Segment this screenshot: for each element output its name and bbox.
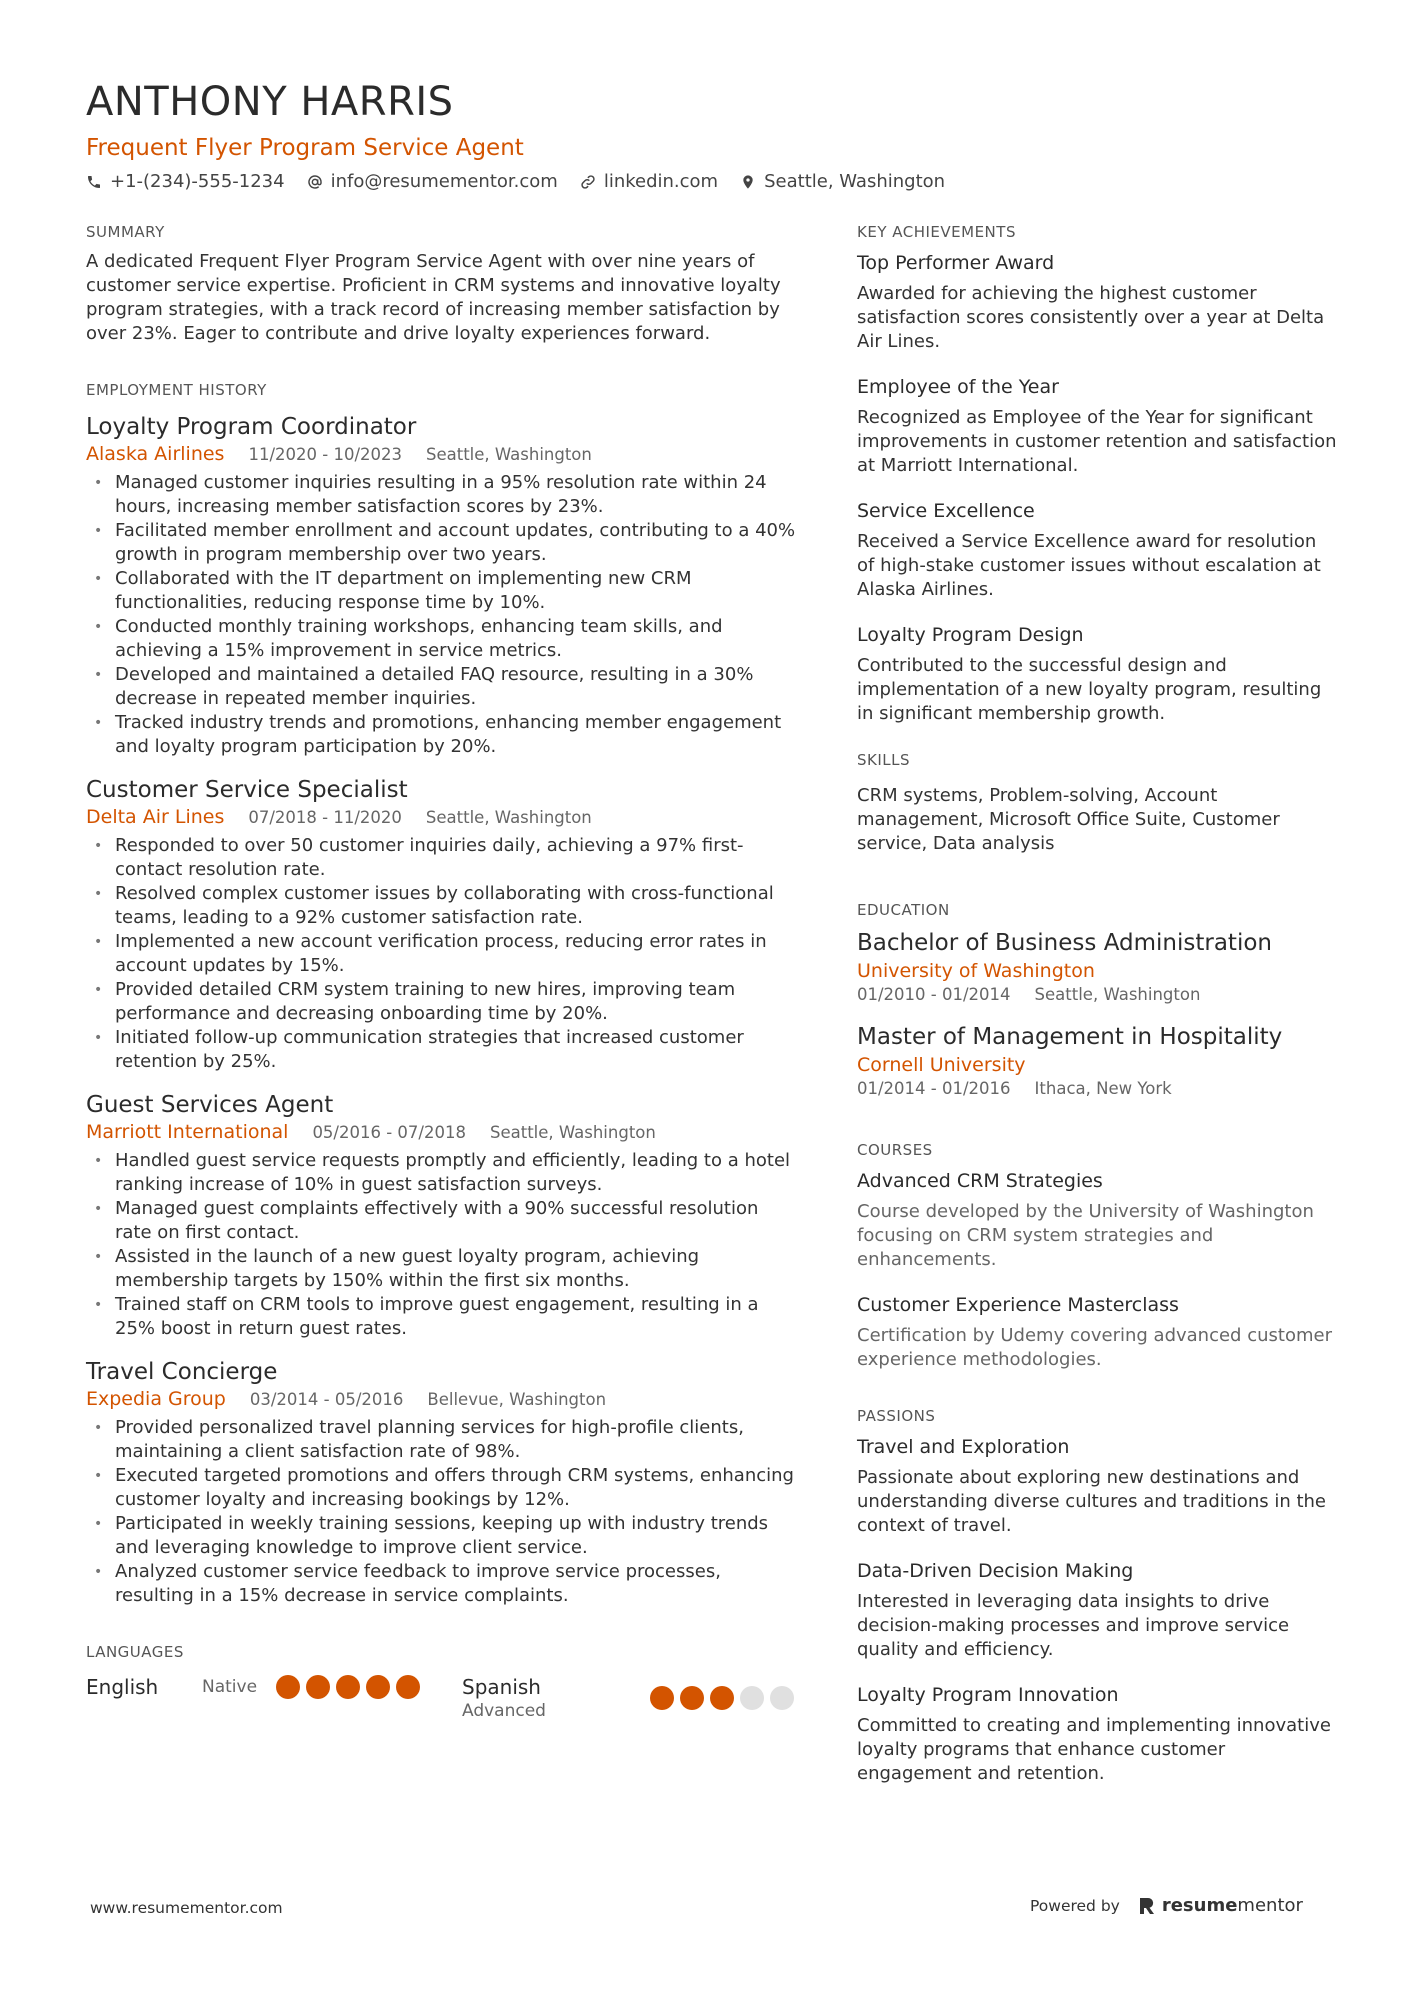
passion-text: Committed to creating and implementing innovative loyalty programs that enhance customer engagement and retention. — [857, 1715, 1331, 1784]
email-text[interactable]: info@resumementor.com — [330, 171, 558, 192]
course-item — [857, 1292, 1337, 1372]
brand-bold: resume — [1161, 1895, 1238, 1916]
rating-dot-filled — [306, 1675, 330, 1699]
education-meta — [857, 1078, 1337, 1100]
education-degree: Bachelor of Business Administration — [857, 930, 1272, 956]
languages-heading: LANGUAGES — [86, 1643, 184, 1661]
right-column — [857, 222, 1337, 1806]
languages-row — [86, 1674, 798, 1722]
achievement-item — [857, 374, 1337, 478]
achievement-title: Employee of the Year — [857, 376, 1059, 398]
job-title: Travel Concierge — [86, 1359, 278, 1385]
passions-heading: PASSIONS — [857, 1407, 936, 1425]
link-icon — [580, 174, 596, 190]
passion-item — [857, 1434, 1337, 1538]
education-item — [857, 1022, 1337, 1100]
rating-dot-filled — [396, 1675, 420, 1699]
job-entry — [86, 412, 798, 759]
powered-by-label: Powered by — [1030, 1896, 1120, 1915]
job-entry — [86, 1090, 798, 1341]
job-bullet: • Executed targeted promotions and offers through CRM systems, enhancing customer loyalty and increasing bookings by 12%. — [86, 1464, 798, 1512]
achievement-text: Recognized as Employee of the Year for significant improvements in customer retention and satisfaction at Marriott International. — [857, 407, 1337, 476]
rating-dot-filled — [276, 1675, 300, 1699]
course-item — [857, 1168, 1337, 1272]
job-meta — [86, 1387, 798, 1412]
education-school: Cornell University — [857, 1054, 1026, 1076]
rating-dot-filled — [336, 1675, 360, 1699]
job-title: Guest Services Agent — [86, 1092, 334, 1118]
left-column — [86, 222, 798, 1722]
skills-text: CRM systems, Problem-solving, Account management, Microsoft Office Suite, Customer service, Data analysis — [857, 785, 1280, 854]
course-text: Course developed by the University of Washington focusing on CRM system strategies and enhancements. — [857, 1201, 1314, 1270]
language-english — [86, 1674, 462, 1700]
job-meta — [86, 805, 798, 830]
rating-dot-empty — [770, 1686, 794, 1710]
job-company: Expedia Group — [86, 1388, 226, 1410]
achievement-text: Contributed to the successful design and implementation of a new loyalty program, resulting in significant membership growth. — [857, 655, 1322, 724]
summary-text: A dedicated Frequent Flyer Program Service Agent with over nine years of customer service expertise. Proficient in CRM systems and innovative loyalty program strategies, with a track record of increasing member satisfaction by over 23%. Eager to contribute and drive loyalty experiences forward. — [86, 251, 781, 344]
job-title: Customer Service Specialist — [86, 777, 408, 803]
job-dates: 03/2014 - 05/2016 — [249, 1390, 404, 1409]
job-bullet: • Developed and maintained a detailed FAQ resource, resulting in a 30% decrease in repeated member inquiries. — [86, 663, 798, 711]
education-item — [857, 928, 1337, 1006]
language-rating — [650, 1686, 794, 1710]
education-dates: 01/2014 - 01/2016 — [857, 1079, 1011, 1098]
linkedin-text[interactable]: linkedin.com — [603, 171, 719, 192]
job-dates: 11/2020 - 10/2023 — [248, 445, 402, 464]
job-bullets — [86, 834, 798, 1074]
job-bullets — [86, 1149, 798, 1341]
achievement-title: Top Performer Award — [857, 252, 1055, 274]
phone-icon — [86, 174, 102, 190]
job-bullet: • Handled guest service requests promptly and efficiently, leading to a hotel ranking increase of 10% in guest satisfaction surveys. — [86, 1149, 798, 1197]
passions-section — [857, 1406, 1337, 1786]
rating-dot-filled — [710, 1686, 734, 1710]
employment-heading: EMPLOYMENT HISTORY — [86, 381, 267, 399]
job-company: Delta Air Lines — [86, 806, 225, 828]
achievement-text: Awarded for achieving the highest customer satisfaction scores consistently over a year at Delta Air Lines. — [857, 283, 1325, 352]
passion-item — [857, 1682, 1337, 1786]
job-bullet: • Participated in weekly training sessions, keeping up with industry trends and leveraging knowledge to improve client service. — [86, 1512, 798, 1560]
location-text: Seattle, Washington — [764, 171, 946, 192]
brand-logo[interactable] — [1138, 1895, 1303, 1916]
course-title: Advanced CRM Strategies — [857, 1170, 1103, 1192]
job-dates: 07/2018 - 11/2020 — [248, 808, 402, 827]
rating-dot-filled — [650, 1686, 674, 1710]
language-text-group — [462, 1674, 650, 1722]
phone-text: +1-(234)-555-1234 — [110, 171, 285, 192]
candidate-role: Frequent Flyer Program Service Agent — [86, 135, 524, 161]
education-school: University of Washington — [857, 960, 1095, 982]
job-location: Seattle, Washington — [425, 808, 592, 827]
language-name: English — [86, 1675, 159, 1699]
job-location: Bellevue, Washington — [427, 1390, 607, 1409]
achievements-section — [857, 222, 1337, 726]
achievement-title: Loyalty Program Design — [857, 624, 1084, 646]
job-dates: 05/2016 - 07/2018 — [312, 1123, 466, 1142]
candidate-name: ANTHONY HARRIS — [86, 79, 454, 125]
languages-section — [86, 1642, 798, 1722]
achievements-heading: KEY ACHIEVEMENTS — [857, 223, 1016, 241]
education-degree: Master of Management in Hospitality — [857, 1024, 1283, 1050]
language-rating — [276, 1675, 420, 1699]
course-text: Certification by Udemy covering advanced customer experience methodologies. — [857, 1325, 1332, 1370]
contact-linkedin[interactable] — [580, 170, 718, 194]
courses-section — [857, 1140, 1337, 1372]
resumementor-logo-icon — [1138, 1896, 1156, 1916]
contact-row — [86, 170, 1336, 194]
job-bullet: • Facilitated member enrollment and account updates, contributing to a 40% growth in program membership over two years. — [86, 519, 798, 567]
job-meta — [86, 442, 798, 467]
education-meta — [857, 984, 1337, 1006]
achievement-title: Service Excellence — [857, 500, 1035, 522]
job-bullet: • Managed customer inquiries resulting in a 95% resolution rate within 24 hours, increasing member satisfaction scores by 23%. — [86, 471, 798, 519]
education-dates: 01/2010 - 01/2014 — [857, 985, 1011, 1004]
job-bullet: • Conducted monthly training workshops, enhancing team skills, and achieving a 15% improvement in service metrics. — [86, 615, 798, 663]
contact-phone — [86, 170, 285, 194]
passion-title: Data-Driven Decision Making — [857, 1560, 1134, 1582]
job-bullet: • Trained staff on CRM tools to improve guest engagement, resulting in a 25% boost in return guest rates. — [86, 1293, 798, 1341]
courses-heading: COURSES — [857, 1141, 933, 1159]
summary-heading: SUMMARY — [86, 223, 165, 241]
achievement-item — [857, 250, 1337, 354]
job-title: Loyalty Program Coordinator — [86, 414, 417, 440]
rating-dot-empty — [740, 1686, 764, 1710]
course-title: Customer Experience Masterclass — [857, 1294, 1179, 1316]
rating-dot-filled — [680, 1686, 704, 1710]
education-location: Seattle, Washington — [1034, 985, 1201, 1004]
passion-item — [857, 1558, 1337, 1662]
language-name: Spanish — [462, 1675, 541, 1699]
skills-section — [857, 750, 1337, 856]
job-bullet: • Provided detailed CRM system training to new hires, improving team performance and decreasing onboarding time by 20%. — [86, 978, 798, 1026]
summary-section — [86, 222, 798, 346]
education-heading: EDUCATION — [857, 901, 950, 919]
job-company: Marriott International — [86, 1121, 289, 1143]
job-bullet: • Collaborated with the IT department on implementing new CRM functionalities, reducing response time by 10%. — [86, 567, 798, 615]
contact-location — [740, 170, 945, 194]
skills-heading: SKILLS — [857, 751, 911, 769]
job-bullet: • Assisted in the launch of a new guest loyalty program, achieving membership targets by 150% within the first six months. — [86, 1245, 798, 1293]
brand-light: mentor — [1237, 1895, 1303, 1916]
job-bullet: • Tracked industry trends and promotions, enhancing member engagement and loyalty program participation by 20%. — [86, 711, 798, 759]
language-level: Native — [202, 1677, 258, 1697]
achievement-item — [857, 622, 1337, 726]
contact-email[interactable] — [307, 170, 558, 194]
footer-brand — [1030, 1895, 1303, 1916]
passion-text: Interested in leveraging data insights to drive decision-making processes and improve service quality and efficiency. — [857, 1591, 1290, 1660]
language-level: Advanced — [462, 1701, 546, 1721]
rating-dot-filled — [366, 1675, 390, 1699]
achievement-text: Received a Service Excellence award for resolution of high-stake customer issues without escalation at Alaska Airlines. — [857, 531, 1321, 600]
job-bullet: • Initiated follow-up communication strategies that increased customer retention by 25%. — [86, 1026, 798, 1074]
footer-website[interactable]: www.resumementor.com — [90, 1899, 283, 1917]
employment-section — [86, 380, 798, 1608]
achievement-item — [857, 498, 1337, 602]
location-pin-icon — [740, 174, 756, 190]
education-location: Ithaca, New York — [1034, 1079, 1172, 1098]
passion-title: Travel and Exploration — [857, 1436, 1070, 1458]
job-bullet: • Responded to over 50 customer inquiries daily, achieving a 97% first-contact resolution rate. — [86, 834, 798, 882]
job-bullet: • Implemented a new account verification process, reducing error rates in account updates by 15%. — [86, 930, 798, 978]
language-spanish — [462, 1674, 798, 1722]
job-bullet: • Managed guest complaints effectively with a 90% successful resolution rate on first contact. — [86, 1197, 798, 1245]
job-bullets — [86, 471, 798, 759]
job-bullets — [86, 1416, 798, 1608]
passion-title: Loyalty Program Innovation — [857, 1684, 1119, 1706]
resume-header — [86, 78, 1336, 194]
education-section — [857, 900, 1337, 1100]
at-icon — [307, 174, 323, 190]
job-entry — [86, 1357, 798, 1608]
job-location: Seattle, Washington — [489, 1123, 656, 1142]
job-bullet: • Analyzed customer service feedback to improve service processes, resulting in a 15% decrease in service complaints. — [86, 1560, 798, 1608]
job-meta — [86, 1120, 798, 1145]
job-bullet: • Provided personalized travel planning services for high-profile clients, maintaining a client satisfaction rate of 98%. — [86, 1416, 798, 1464]
job-company: Alaska Airlines — [86, 443, 225, 465]
passion-text: Passionate about exploring new destinations and understanding diverse cultures and traditions in the context of travel. — [857, 1467, 1327, 1536]
job-entry — [86, 775, 798, 1074]
job-bullet: • Resolved complex customer issues by collaborating with cross-functional teams, leading to a 92% customer satisfaction rate. — [86, 882, 798, 930]
job-location: Seattle, Washington — [426, 445, 592, 464]
